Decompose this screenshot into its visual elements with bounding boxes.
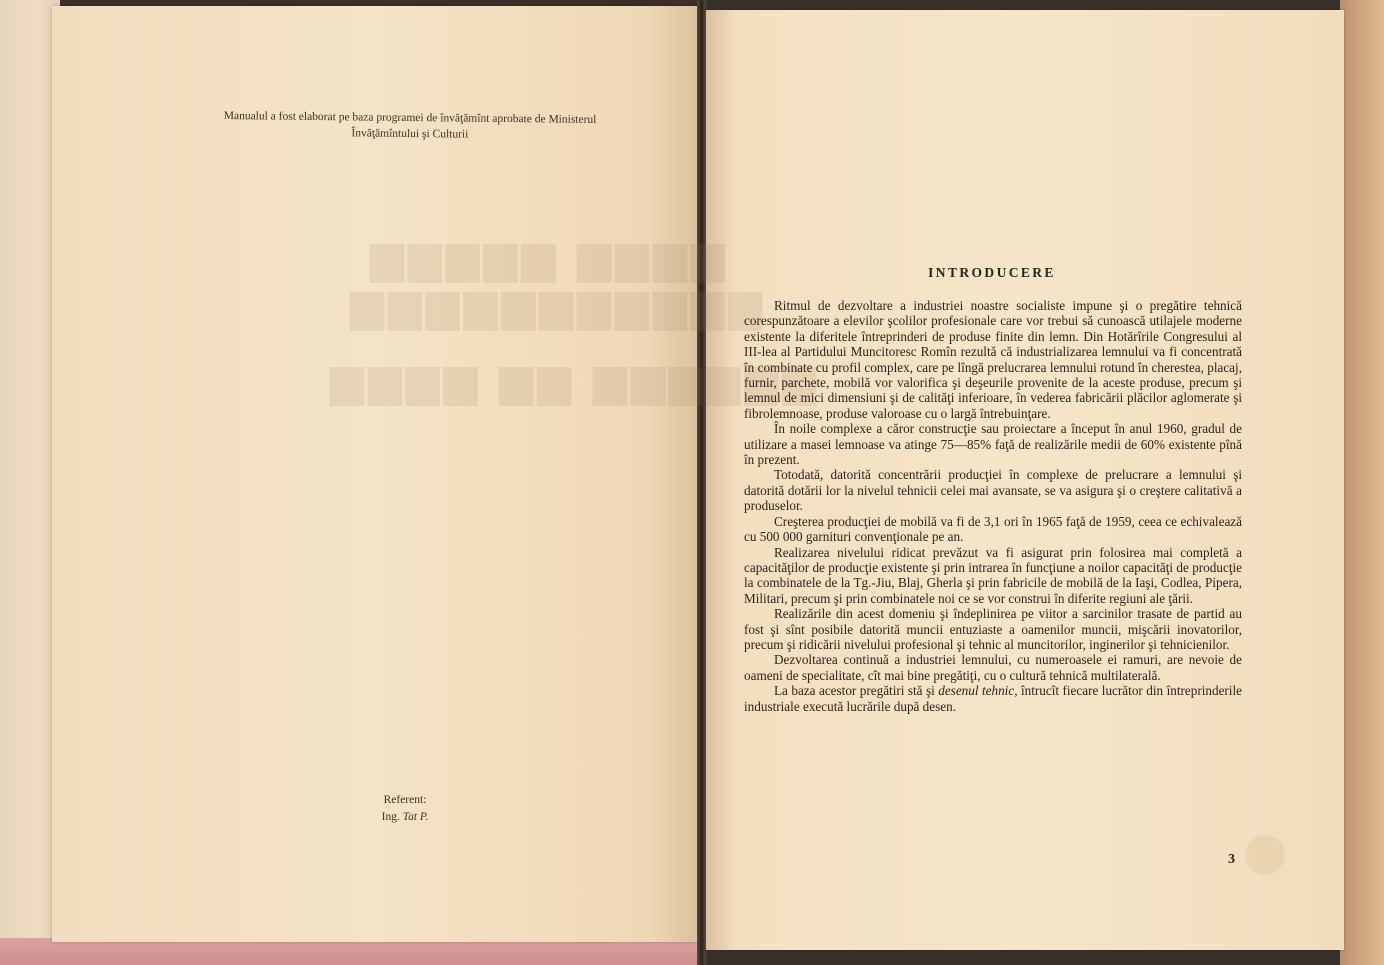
- bleed-through-line-1: ▆▆▆▆▆ ▆▆▆▆: [370, 232, 729, 283]
- page-number: 3: [1228, 852, 1235, 867]
- last-paragraph-emphasis: desenul tehnic,: [938, 683, 1018, 699]
- last-paragraph-end: întrucît fiecare lucrător din întreprinderile industriale execută lucrările după desen.: [744, 683, 1242, 714]
- referent-prefix: Ing.: [381, 811, 400, 823]
- paragraph: Realizările din acest domeniu şi îndeplinirea pe viitor a sarcinilor trasate de partid au fost şi sînt posibile datorită muncii entuziaste a oamenilor muncii, mişcării inovatorilor, precum şi ridicării nivelului profesional şi tehnic al muncitorilor, inginerilor şi tehnicienilor.: [744, 606, 1242, 652]
- referent-block: [330, 792, 480, 826]
- book-gutter: [697, 0, 706, 965]
- cover-edge-left: [0, 0, 60, 965]
- paragraph-last: [744, 683, 1242, 714]
- chapter-title: INTRODUCERE: [928, 265, 1056, 280]
- paragraph: Realizarea nivelului ridicat prevăzut va fi asigurat prin folosirea mai completă a capacităţilor de producţie existente şi prin intrarea în funcţiune a noilor capacităţi de producţie la combinatele de la Tg.-Jiu, Blaj, Gherla şi prin fabricile de mobilă de la Iaşi, Codlea, Pipera, Militari, precum şi prin combinatele noi ce se vor construi în diferite regiuni ale ţării.: [744, 544, 1242, 606]
- paragraph: Creşterea producţiei de mobilă va fi de 3,1 ori în 1965 faţă de 1959, ceea ce echivalează cu 500 000 garnituri convenţionale pe an.: [744, 513, 1242, 545]
- bleed-through-line-3: ▆▆▆▆ ▆▆ ▆▆▆▆▆▆: [330, 355, 821, 406]
- paper-stain: [1245, 835, 1285, 875]
- paragraph: Ritmul de dezvoltare a industriei noastre socialiste impune şi o pregătire tehnică corespunzătoare a elevilor şcolilor profesionale care vor trebui să cunoască utilajele moderne existente la diferitele întreprinderi de produse finite din lemn. Din Hotărîrile Congresului al III-lea al Partidului Muncitoresc Romîn rezultă că industrializarea lemnului va fi concentrată în combinate cu profil complex, care pe lîngă prelucrarea lemnului rotund în cherestea, placaj, furnir, parchete, mobilă vor valorifica şi deşeurile provenite de la aceste produse, precum şi lemnul de mici dimensiuni şi de calităţi inferioare, în vederea fabricării plăcilor aglomerate şi fibrolemnoase, produse valoroase cu o largă întrebuinţare.: [744, 298, 1242, 421]
- cover-edge-right: [1340, 0, 1384, 965]
- last-paragraph-start: La baza acestor pregătiri stă şi: [774, 683, 939, 699]
- paragraph: Totodată, datorită concentrării producţiei în complexe de prelucrare a lemnului şi datorită dotării lor la nivelul tehnicii celei mai avansate, se va asigura şi o creştere calitativă a produselor.: [744, 467, 1242, 514]
- curriculum-note: Manualul a fost elaborat pe baza programei de învăţămînt aprobate de Ministerul Învăţămîntului şi Culturii: [223, 110, 597, 141]
- referent-line: [330, 809, 480, 826]
- bleed-through-line-2: ▆▆▆▆▆▆▆▆▆▆▆: [350, 280, 767, 331]
- referent-name: Tat P.: [402, 811, 429, 823]
- paragraph: Dezvoltarea continuă a industriei lemnului, cu numeroasele ei ramuri, are nevoie de oameni de specialitate, cît mai bine pregătiţi, cu o cultură tehnică multilaterală.: [744, 652, 1242, 683]
- referent-label: Referent:: [383, 794, 427, 806]
- paragraph: În noile complexe a căror construcţie sau proiectare a început în anul 1960, gradul de utilizare a masei lemnoase va atinge 75—85% faţă de realizările medii de 60% existente pînă în prezent.: [744, 421, 1242, 468]
- cover-bottom-edge: [0, 938, 700, 965]
- introduction-text: [744, 298, 1242, 714]
